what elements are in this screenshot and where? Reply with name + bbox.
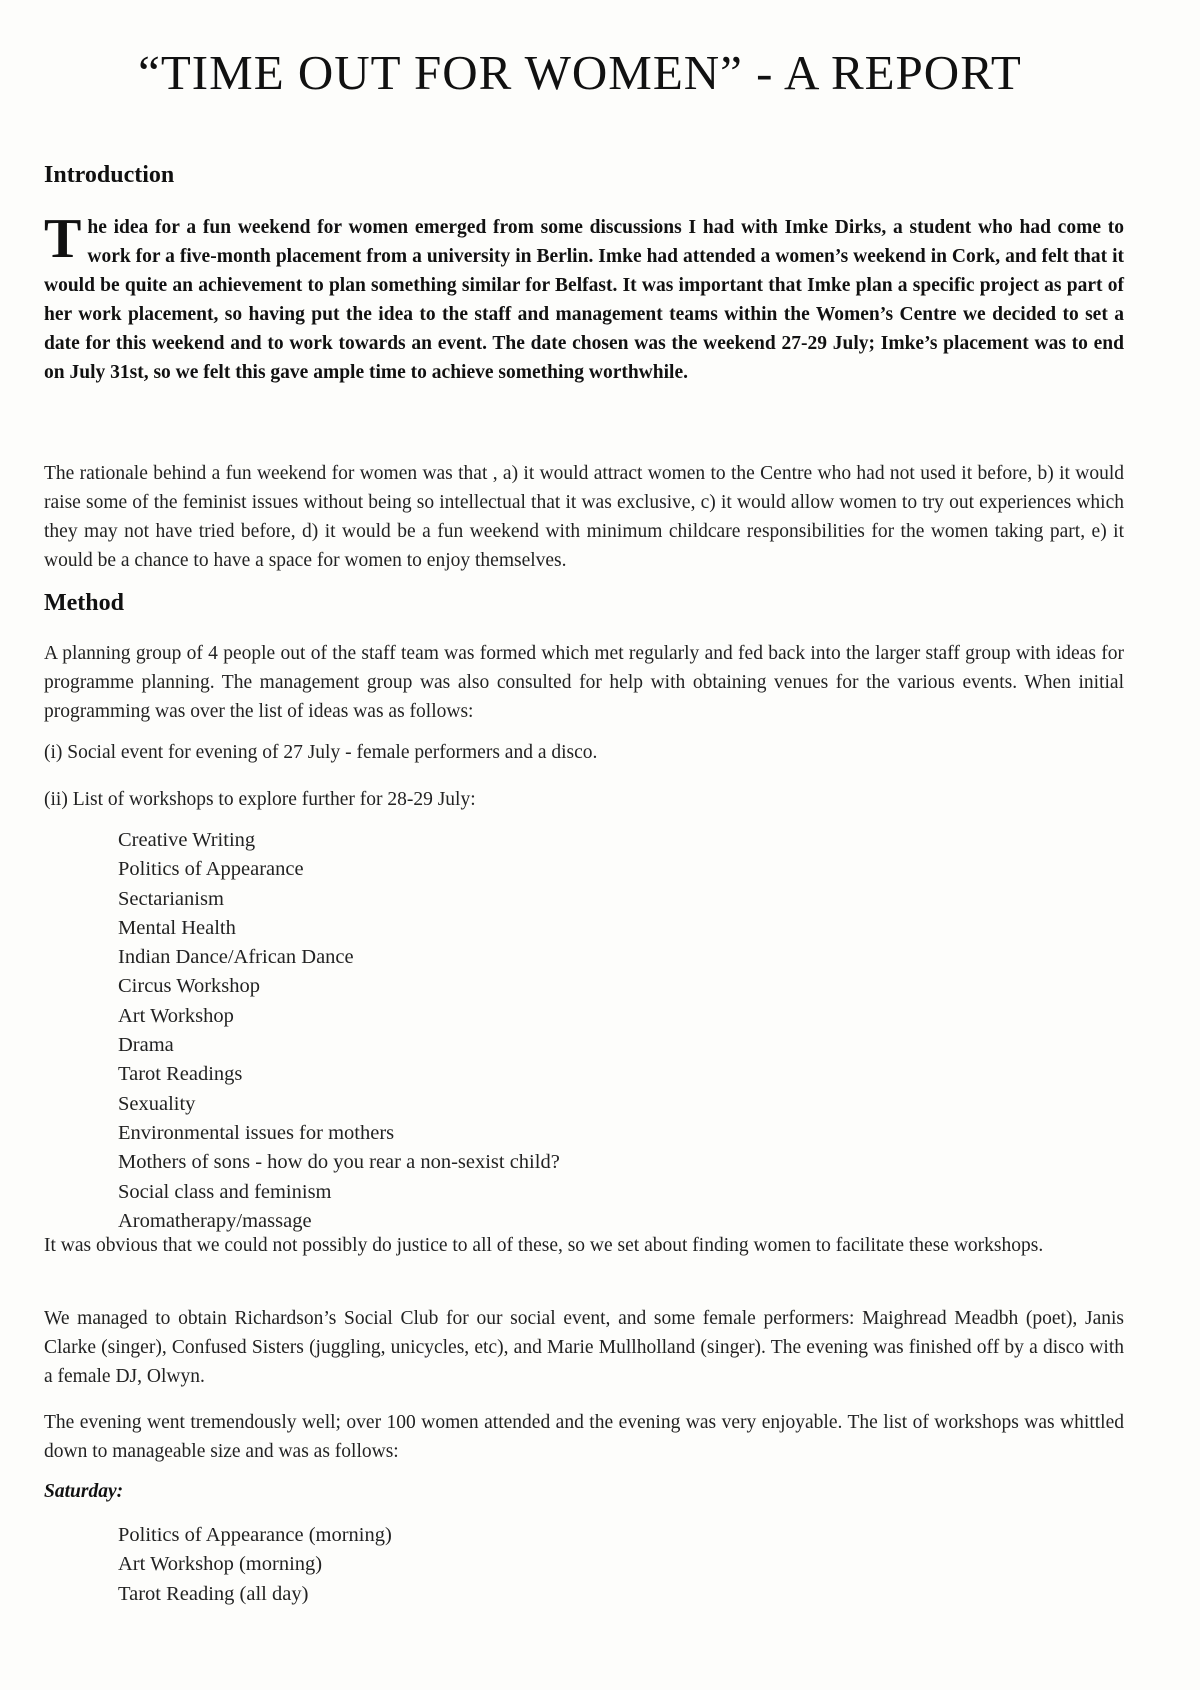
list-item: Mothers of sons - how do you rear a non-sexist child?	[118, 1151, 560, 1174]
list-item: Tarot Reading (all day)	[118, 1582, 309, 1605]
rationale-paragraph: The rationale behind a fun weekend for women was that , a) it would attract women to the Centre who had not used it before, b) it would raise some of the feminist issues without being so intellectual that it was exclusive, c) it would allow women to try out experiences which they may not have tried before, d) it would be a fun weekend with minimum childcare responsibilities for the women taking part, e) it would be a chance to have a space for women to enjoy themselves.	[44, 463, 1124, 571]
intro-paragraph-text: he idea for a fun weekend for women emerged from some discussions I had with Imke Dirks, a student who had come to work for a five-month placement from a university in Berlin. Imke had attended a women’s weekend in Cork, and felt that it would be quite an achievement to plan something similar for Belfast. It was important that Imke plan a specific project as part of her work placement, so having put the idea to the staff and management teams within the Women’s Centre we decided to set a date for this weekend and to work towards an event. The date chosen was the weekend 27-29 July; Imke’s placement was to end on July 31st, so we felt this gave ample time to achieve something worthwhile.	[44, 217, 1124, 383]
saturday-workshops-list	[118, 1521, 392, 1609]
venue-paragraph: We managed to obtain Richardson’s Social Club for our social event, and some female performers: Maighread Meadbh (poet), Janis Clarke (singer), Confused Sisters (juggling, unicycles, etc), and Marie Mullholland (singer). The evening was finished off by a disco with a female DJ, Olwyn.	[44, 1308, 1124, 1387]
method-item-i: (i) Social event for evening of 27 July - female performers and a disco.	[44, 742, 598, 763]
drop-cap: T	[44, 208, 82, 270]
list-item: Mental Health	[118, 916, 236, 939]
list-item: Circus Workshop	[118, 975, 261, 998]
intro-paragraph	[44, 208, 1124, 387]
list-item: Drama	[118, 1034, 174, 1057]
list-item: Aromatherapy/massage	[118, 1209, 312, 1232]
obvious-paragraph: It was obvious that we could not possibly do justice to all of these, so we set about finding women to facilitate these workshops.	[44, 1235, 1044, 1256]
planning-paragraph: A planning group of 4 people out of the staff team was formed which met regularly and fed back into the larger staff group with ideas for programme planning. The management group was also consulted for help with obtaining venues for the various events. When initial programming was over the list of ideas was as follows:	[44, 643, 1124, 722]
method-item-ii: (ii) List of workshops to explore further for 28-29 July:	[44, 789, 476, 810]
list-item: Politics of Appearance	[118, 858, 304, 881]
list-item: Politics of Appearance (morning)	[118, 1524, 392, 1546]
list-item: Art Workshop	[118, 1004, 234, 1027]
saturday-label: Saturday:	[44, 1481, 124, 1502]
list-item: Sexuality	[118, 1092, 196, 1115]
list-item: Sectarianism	[118, 887, 224, 910]
list-item: Indian Dance/African Dance	[118, 946, 354, 969]
method-heading: Method	[44, 590, 124, 616]
list-item: Tarot Readings	[118, 1063, 243, 1086]
introduction-heading: Introduction	[44, 162, 175, 188]
list-item: Creative Writing	[118, 829, 256, 851]
page-title: “TIME OUT FOR WOMEN” - A REPORT	[138, 45, 1022, 100]
list-item: Social class and feminism	[118, 1180, 332, 1203]
workshop-ideas-list	[118, 826, 560, 1236]
list-item: Art Workshop (morning)	[118, 1553, 323, 1576]
evening-paragraph: The evening went tremendously well; over 100 women attended and the evening was very enjoyable. The list of workshops was whittled down to manageable size and was as follows:	[44, 1412, 1124, 1462]
list-item: Environmental issues for mothers	[118, 1121, 395, 1144]
